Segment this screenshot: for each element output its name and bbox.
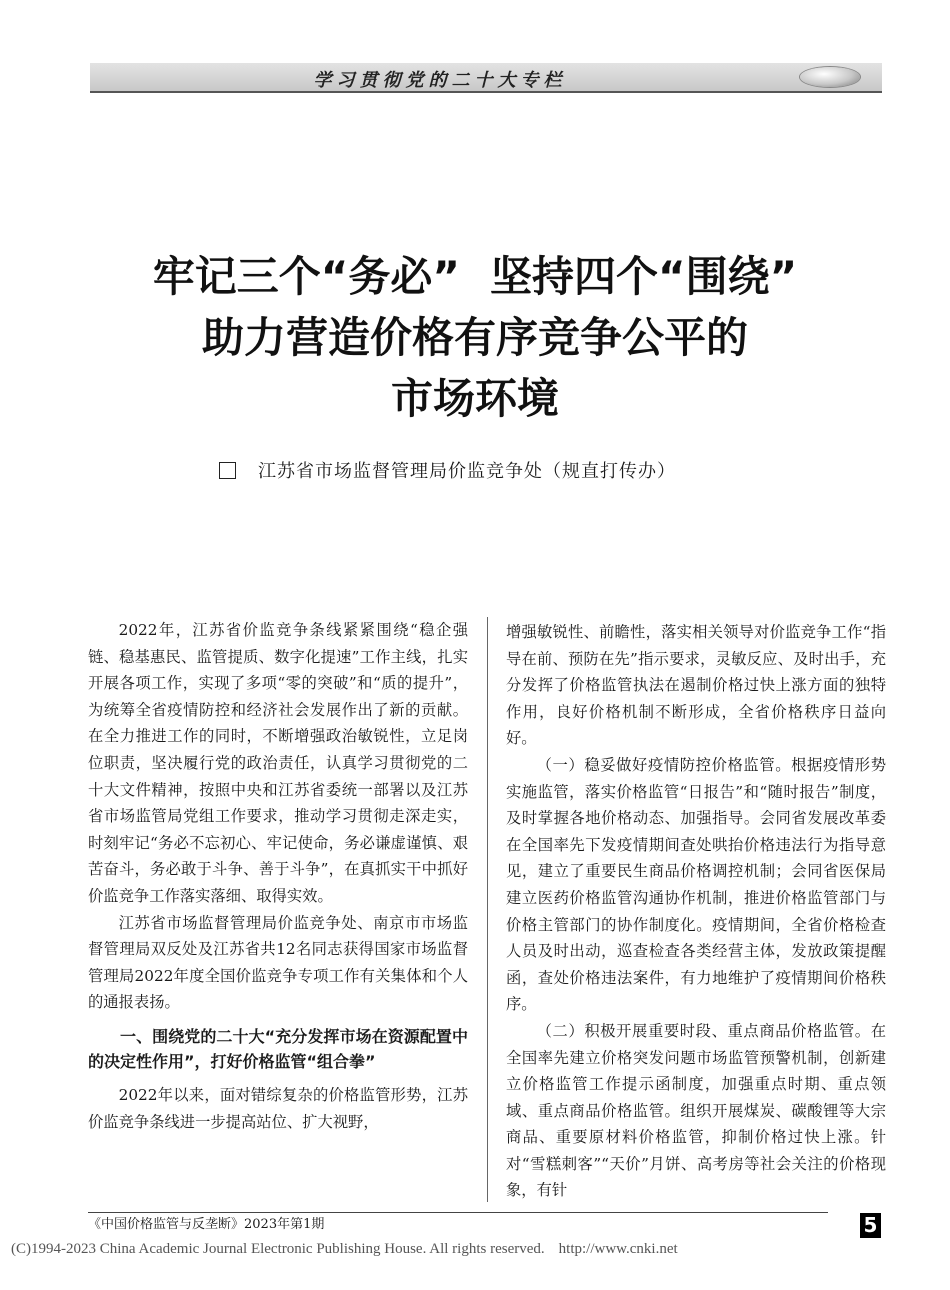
paragraph: （二）积极开展重要时段、重点商品价格监管。在全国率先建立价格突发问题市场监管预警机制，创新建立价格监管工作提示函制度，加强重点时期、重点领域、重点商品价格监管。组织开展煤炭、碳酸锂等大宗商品、重要原材料价格监管，抑制价格过快上涨。针对“雪糕刺客”“天价”月饼、高考房等社会关注的价格现象，有针 — [506, 1021, 886, 1200]
paragraph: 2022年，江苏省价监竞争条线紧紧围绕“稳企强链、稳基惠民、监管提质、数字化提速”工作主线，扎实开展各项工作，实现了多项“零的突破”和“质的提升”，为统筹全省疫情防控和经济社会发展作出了新的贡献。在全力推进工作的同时，不断增强政治敏锐性，立足岗位职责，坚决履行党的政治责任，认真学习贯彻党的二十大文件精神，按照中央和江苏省委统一部署以及江苏省市场监管局党组工作要求，推动学习贯彻走深走实，时刻牢记“务必不忘初心、牢记使命，务必谦虚谨慎、艰苦奋斗，务必敢于斗争、善于斗争”，在真抓实干中抓好价监竞争工作落实落细、取得实效。 — [88, 621, 468, 905]
paragraph-continued: 增强敏锐性、前瞻性，落实相关领导对价监竞争工作“指导在前、预防在先”指示要求，灵敏反应、及时出手，充分发挥了价格监管执法在遏制价格过快上涨方面的独特作用，良好价格机制不断形成，全省价格秩序日益向好。 — [506, 623, 886, 748]
section-heading: 一、围绕党的二十大“充分发挥市场在资源配置中的决定性作用”，打好价格监管“组合拳” — [88, 1026, 468, 1071]
author-line — [219, 458, 676, 486]
copyright-line — [11, 1241, 678, 1258]
title-line-3: 市场环境 — [390, 374, 559, 423]
page-number: 5 — [860, 1213, 881, 1238]
paragraph: （一）稳妥做好疫情防控价格监管。根据疫情形势实施监管，落实价格监管“日报告”和“随时报告”制度，及时掌握各地价格动态、加强指导。会同省发展改革委在全国率先下发疫情期间查处哄抬价格违法行为指导意见，建立了重要民生商品价格调控机制；会同省医保局建立医药价格监管沟通协作机制，推进价格监管部门与价格主管部门的协作制度化。疫情期间，全省价格检查人员及时出动，巡查检查各类经营主体，发放政策提醒函，查处价格违法案件，有力地维护了疫情期间价格秩序。 — [506, 755, 886, 1014]
copyright-text: (C)1994-2023 China Academic Journal Electronic Publishing House. All rights reserved. — [11, 1241, 545, 1257]
banner-oval-ornament — [800, 67, 860, 87]
column-divider — [487, 617, 488, 1202]
cnki-url[interactable]: http://www.cnki.net — [558, 1241, 678, 1257]
author-name: 江苏省市场监督管理局价监竞争处（规直打传办） — [258, 461, 676, 482]
title-line-2: 助力营造价格有序竞争公平的 — [201, 313, 748, 362]
article-title — [60, 246, 890, 429]
paragraph: 2022年以来，面对错综复杂的价格监管形势，江苏价监竞争条线进一步提高站位、扩大视野， — [88, 1085, 468, 1131]
right-column — [506, 619, 886, 1204]
title-line-1b: 坚持四个“围绕” — [490, 252, 798, 301]
column-banner — [90, 63, 882, 93]
left-column — [88, 617, 468, 1135]
footer-rule — [88, 1212, 828, 1213]
title-line-1a: 牢记三个“务必” — [152, 252, 460, 301]
journal-citation: 《中国价格监管与反垄断》2023年第1期 — [88, 1217, 325, 1232]
title-line-1 — [60, 246, 890, 307]
paragraph: 江苏省市场监督管理局价监竞争处、南京市市场监督管理局双反处及江苏省共12名同志获得国家市场监督管理局2022年度全国价监竞争专项工作有关集体和个人的通报表扬。 — [88, 913, 468, 1012]
column-title: 学习贯彻党的二十大专栏 — [313, 70, 567, 91]
author-box-icon — [219, 462, 236, 479]
